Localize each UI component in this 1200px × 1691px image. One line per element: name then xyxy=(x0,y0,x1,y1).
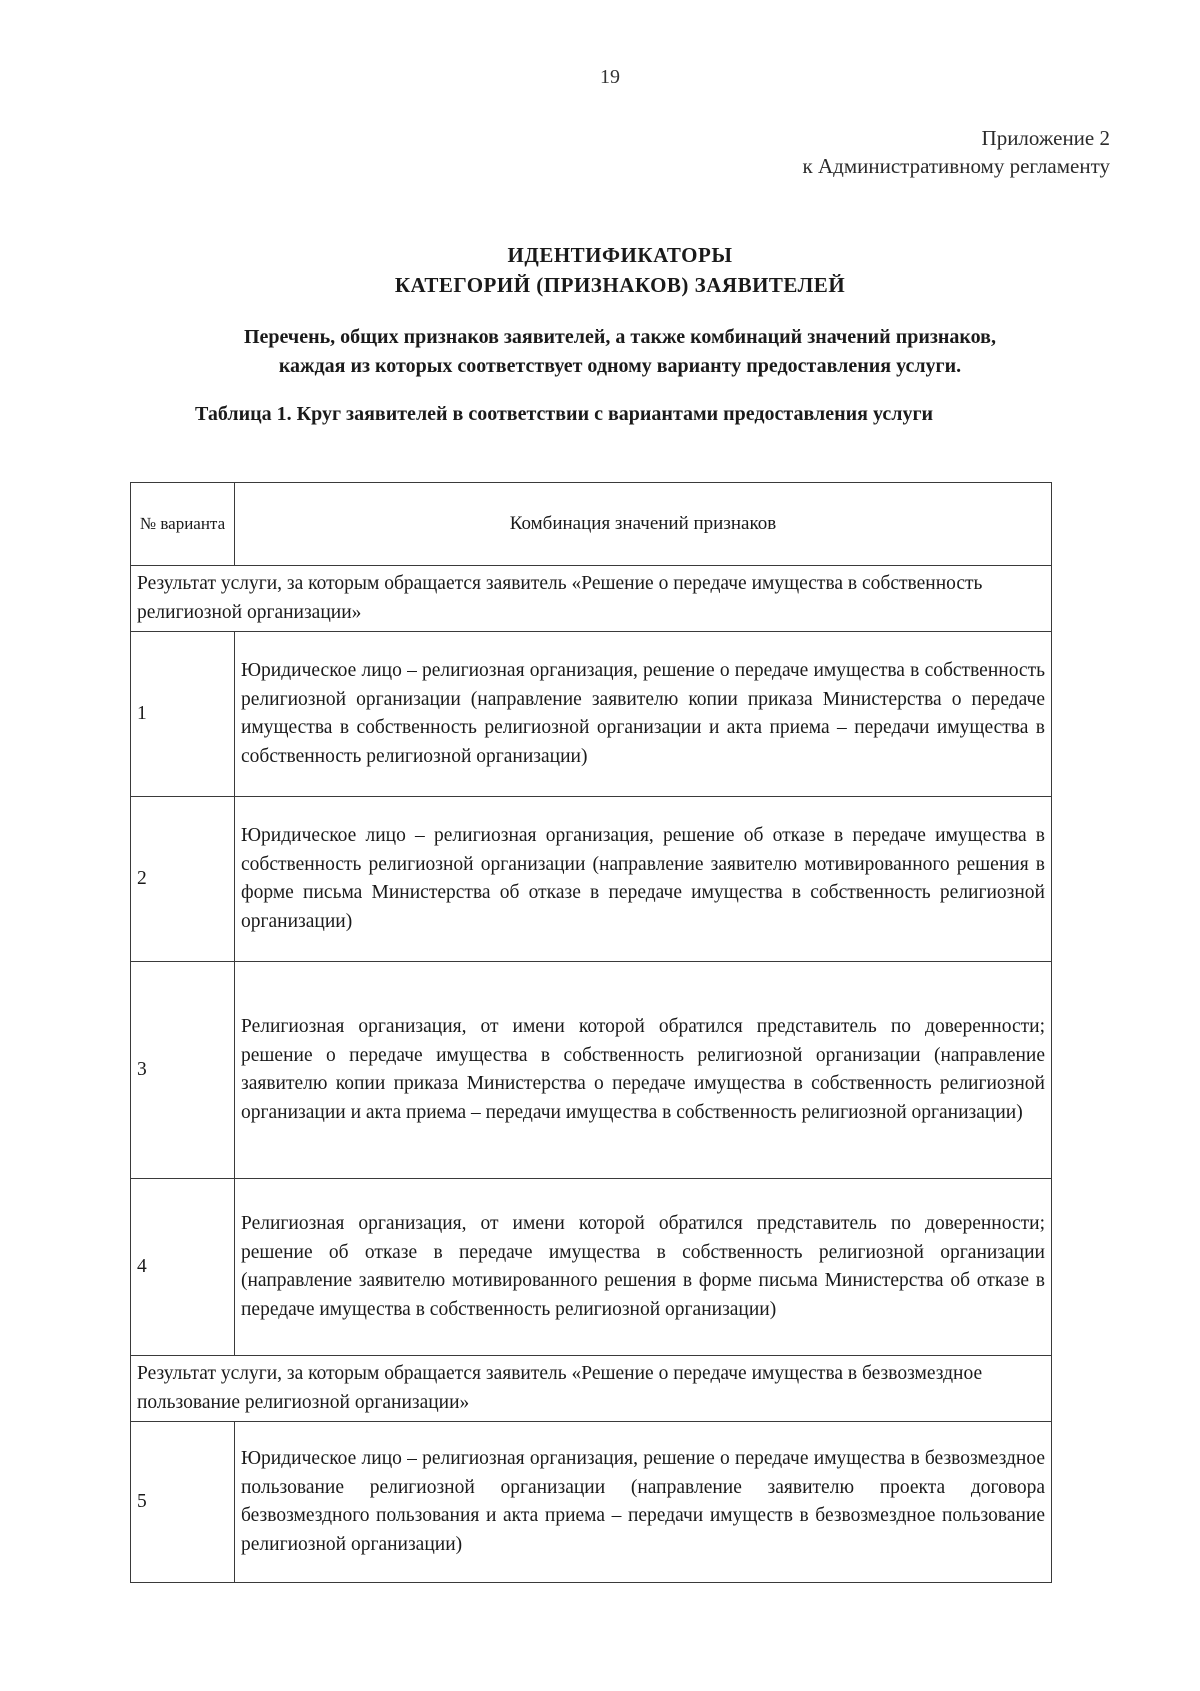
appendix-line-2: к Административному регламенту xyxy=(802,154,1110,178)
title-line-1: ИДЕНТИФИКАТОРЫ xyxy=(507,243,733,267)
table-row xyxy=(131,632,1052,797)
variant-combination-cell: Юридическое лицо – религиозная организация, решение о передаче имущества в собственность религиозной организации (направление заявителю копии приказа Министерства о передаче имущества в собственность религиозной организации и акта приема – передачи имущества в собственность религиозной организации) xyxy=(235,632,1052,797)
table-caption: Таблица 1. Круг заявителей в соответствии с вариантами предоставления услуги xyxy=(195,403,934,425)
variant-combination-cell: Юридическое лицо – религиозная организация, решение об отказе в передаче имущества в собственность религиозной организации (направление заявителю мотивированного решения в форме письма Министерства об отказе в передаче имущества в собственность религиозной организации) xyxy=(235,797,1052,962)
title-line-2: КАТЕГОРИЙ (ПРИЗНАКОВ) ЗАЯВИТЕЛЕЙ xyxy=(394,273,846,297)
variant-number-cell: 3 xyxy=(131,962,235,1179)
document-subtitle xyxy=(130,323,1110,381)
subtitle-line-2: каждая из которых соответствует одному варианту предоставления услуги. xyxy=(278,355,962,377)
appendix-note xyxy=(803,124,1110,180)
variant-number-cell: 5 xyxy=(131,1422,235,1583)
variants-table xyxy=(130,482,1052,1583)
variant-combination-cell: Религиозная организация, от имени которой обратился представитель по доверенности; решение о передаче имущества в собственность религиозной организации (направление заявителю копии приказа Министерства о передаче имущества в собственность религиозной организации и акта приема – передачи имущества в собственность религиозной организации) xyxy=(235,962,1052,1179)
header-variant-number: № варианта xyxy=(131,483,235,566)
table-row xyxy=(131,1179,1052,1356)
page-number: 19 xyxy=(600,66,620,88)
table-row xyxy=(131,962,1052,1179)
variant-number-cell: 1 xyxy=(131,632,235,797)
group-title-free-use: Результат услуги, за которым обращается заявитель «Решение о передаче имущества в безвозмездное пользование религиозной организации» xyxy=(131,1356,1052,1422)
group-row-1 xyxy=(131,566,1052,632)
group-row-2 xyxy=(131,1356,1052,1422)
table-row xyxy=(131,1422,1052,1583)
subtitle-line-1: Перечень, общих признаков заявителей, а также комбинаций значений признаков, xyxy=(243,326,996,348)
document-title xyxy=(130,240,1110,300)
variant-number-cell: 4 xyxy=(131,1179,235,1356)
header-combination: Комбинация значений признаков xyxy=(235,483,1052,566)
group-title-ownership: Результат услуги, за которым обращается заявитель «Решение о передаче имущества в собственность религиозной организации» xyxy=(131,566,1052,632)
variant-number-cell: 2 xyxy=(131,797,235,962)
table-row xyxy=(131,797,1052,962)
appendix-line-1: Приложение 2 xyxy=(981,126,1110,150)
variant-combination-cell: Религиозная организация, от имени которой обратился представитель по доверенности; решение об отказе в передаче имущества в собственность религиозной организации (направление заявителю мотивированного решения в форме письма Министерства об отказе в передаче имущества в собственность религиозной организации) xyxy=(235,1179,1052,1356)
table-header-row xyxy=(131,483,1052,566)
variant-combination-cell: Юридическое лицо – религиозная организация, решение о передаче имущества в безвозмездное пользование религиозной организации (направление заявителю проекта договора безвозмездного пользования и акта приема – передачи имуществ в безвозмездное пользование религиозной организации) xyxy=(235,1422,1052,1583)
